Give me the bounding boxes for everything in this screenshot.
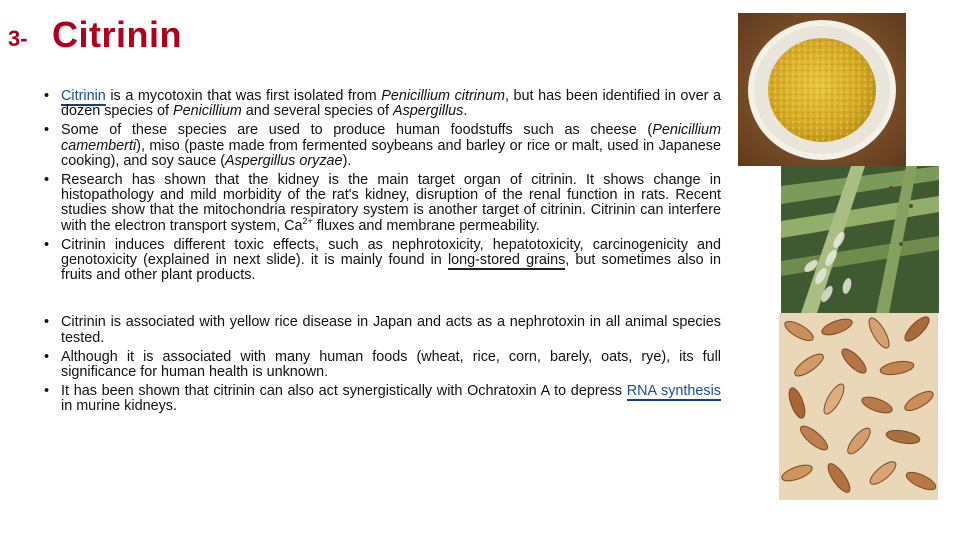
citrinin-link[interactable]: Citrinin	[61, 88, 106, 104]
bullet-text: in murine kidneys.	[61, 398, 177, 415]
species-name: Aspergillus oryzae	[224, 152, 343, 169]
bullet-item	[44, 384, 721, 414]
slide-title: Citrinin	[52, 14, 182, 55]
bullet-text: Research has shown that the kidney is the main target organ of citrinin. It shows change in histopathology and mild morbidity of the rat's kidney, disruption of the renal function in rats. Recent studies show that the mitochondria respiratory system is another target of citrinin. Citrinin can interfere with the electron transport system, Ca	[61, 172, 721, 234]
slide-number: 3-	[8, 26, 28, 51]
bullet-text: .	[463, 103, 468, 120]
species-name: Aspergillus	[392, 103, 464, 120]
bullet-text: and several species of	[241, 103, 393, 120]
bullet-text: , but has been identified in over a dozen species of	[61, 88, 721, 120]
bullet-list	[44, 89, 721, 415]
bullet-item	[44, 238, 721, 284]
rice-grains-image	[779, 313, 938, 500]
bullet-text: fluxes and membrane permeability.	[312, 217, 540, 234]
rice-plant-image	[781, 166, 939, 313]
underlined-phrase: long-stored grains	[447, 252, 566, 269]
rna-synthesis-link[interactable]: RNA synthesis	[626, 383, 721, 400]
bullet-text: Citrinin induces different toxic effects, such as nephrotoxicity, hepatotoxicity, carcinogenicity and genotoxicity (explained in next slide). it is mainly found in	[61, 236, 721, 269]
bullet-text: Some of these species are used to produce human foodstuffs such as cheese (	[61, 122, 653, 139]
species-name: Penicillium	[173, 103, 242, 120]
bullet-text: is a mycotoxin that was first isolated from	[105, 88, 382, 104]
bullet-text: Citrinin is associated with yellow rice disease in Japan and acts as a nephrotoxin in all animal species tested.	[61, 314, 721, 346]
bullet-text: Although it is associated with many human foods (wheat, rice, corn, barely, oats, rye), its full significance for human health is unknown.	[61, 348, 721, 381]
bullet-item	[44, 89, 721, 119]
bullet-item	[44, 350, 721, 380]
yellow-rice-plate-image	[738, 13, 906, 166]
species-name: Penicillium citrinum	[381, 88, 505, 104]
grains-illustration	[779, 313, 938, 500]
plate-illustration	[738, 13, 906, 166]
bullet-item	[44, 173, 721, 234]
bullet-item	[44, 123, 721, 169]
bullet-text: ), miso (paste made from fermented soybeans and barley or rice or malt, used in Japanese cooking), and soy sauce (	[61, 137, 721, 169]
bullet-text: ).	[342, 152, 352, 169]
bullet-item	[44, 315, 721, 345]
superscript: 2+	[302, 215, 313, 226]
bullet-text: , but sometimes also in fruits and other plant products.	[61, 252, 721, 284]
species-name: Penicillium camemberti	[61, 122, 721, 154]
plant-illustration	[781, 166, 939, 313]
bullet-text: It has been shown that citrinin can also act synergistically with Ochratoxin A to depress	[61, 383, 627, 400]
